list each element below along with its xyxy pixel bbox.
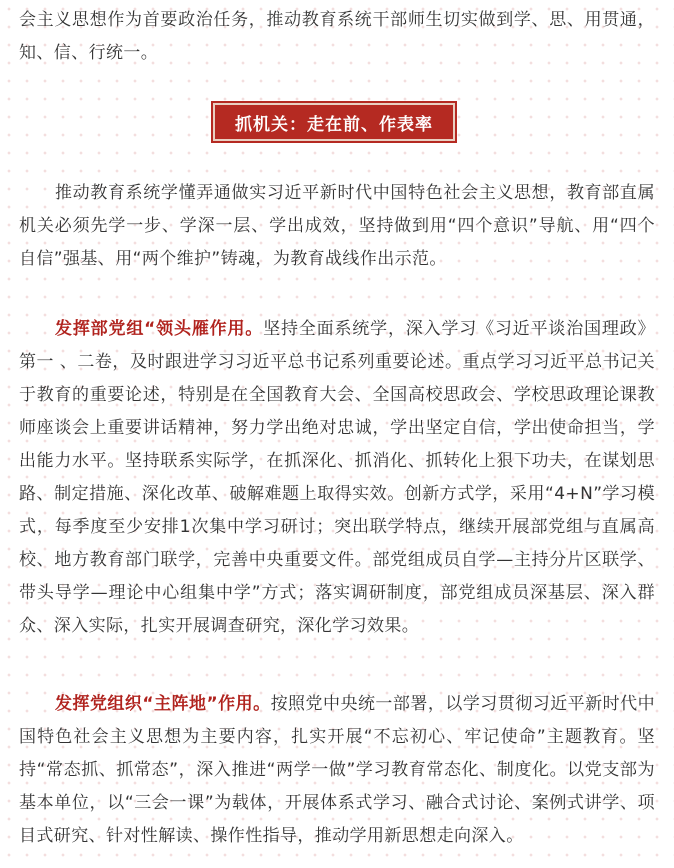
section-heading: 抓机关：走在前、作表率 <box>235 114 433 135</box>
paragraph-lead-party-org: 发挥党组织“主阵地”作用。 <box>55 694 271 714</box>
paragraph-agency-example: 推动教育系统学懂弄通做实习近平新时代中国特色社会主义思想，教育部直属机关必须先学一步、学深一层、学出成效，坚持做到用“四个意识”导航、用“四个自信”强基、用“两个维护”铸魂，为教育战线作出示范。 <box>19 183 655 269</box>
paragraph-party-org-role <box>19 688 655 853</box>
section-heading-box <box>213 103 455 141</box>
paragraph-lead-party-group: 发挥部党组“领头雁作用。 <box>55 319 264 339</box>
paragraph-party-group-role <box>19 313 655 643</box>
paragraph-body-party-org: 按照党中央统一部署，以学习贯彻习近平新时代中国特色社会主义思想为主要内容，扎实开展“不忘初心、牢记使命”主题教育。坚持“常态抓、抓常态”，深入推进“两学一做”学习教育常态化、制度化。以党支部为基本单位，以“三会一课”为载体，开展体系式学习、融合式讨论、案例式讲学、项目式研究、针对性解读、操作性指导，推动学用新思想走向深入。 <box>19 694 655 846</box>
paragraph-body-party-group: 坚持全面系统学，深入学习《习近平谈治国理政》第一 、二卷，及时跟进学习习近平总书记系列重要论述。重点学习习近平总书记关于教育的重要论述，特别是在全国教育大会、全国高校思政会、学校思政理论课教师座谈会上重要讲话精神，努力学出绝对忠诚，学出坚定自信，学出使命担当，学出能力水平。坚持联系实际学，在抓深化、抓消化、抓转化上狠下功夫，在谋划思路、制定措施、深化改革、破解难题上取得实效。创新方式学，采用“4+N”学习模式，每季度至少安排1次集中学习研讨；突出联学特点，继续开展部党组与直属高校、地方教育部门联学，完善中央重要文件。部党组成员自学—主持分片区联学、带头导学—理论中心组集中学”方式；落实调研制度，部党组成员深基层、深入群众、深入实际，扎实开展调查研究，深化学习效果。 <box>19 319 655 636</box>
intro-paragraph-tail: 会主义思想作为首要政治任务，推动教育系统干部师生切实做到学、思、用贯通，知、信、行统一。 <box>19 10 655 63</box>
